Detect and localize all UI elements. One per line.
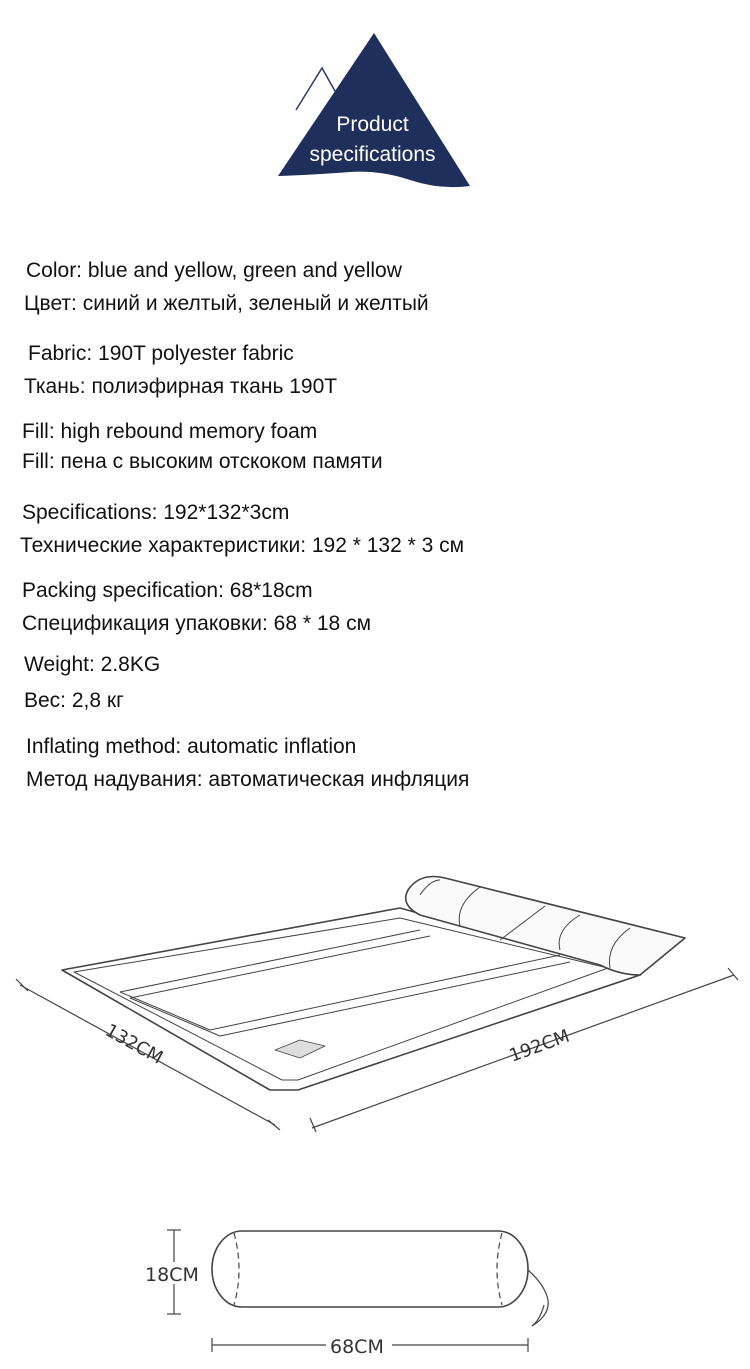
header-title	[270, 110, 475, 170]
spec-weight-ru: Вес: 2,8 кг	[24, 689, 124, 712]
spec-fill-en: Fill: high rebound memory foam	[22, 420, 318, 443]
spec-fill-ru: Fill: пена с высоким отскоком памяти	[22, 450, 383, 473]
spec-packing-ru: Спецификация упаковки: 68 * 18 см	[22, 612, 372, 635]
spec-inflate-ru: Метод надувания: автоматическая инфляция	[26, 768, 470, 791]
product-specifications-logo	[270, 30, 480, 200]
spec-fabric-en: Fabric: 190T polyester fabric	[28, 342, 294, 365]
roll-height-label: 18CM	[145, 1264, 199, 1286]
mat-width-label: 132CM	[101, 1020, 167, 1069]
roll-length-label: 68CM	[330, 1336, 384, 1358]
spec-inflate-en: Inflating method: automatic inflation	[26, 735, 357, 758]
mat-length-label: 192CM	[506, 1025, 573, 1067]
spec-packing-en: Packing specification: 68*18cm	[22, 579, 313, 602]
spec-color-ru: Цвет: синий и желтый, зеленый и желтый	[24, 292, 429, 315]
header-title-line2: specifications	[309, 143, 436, 166]
header-title-line1: Product	[336, 113, 409, 136]
spec-size-ru: Технические характеристики: 192 * 132 * 3 см	[20, 534, 465, 557]
spec-fabric-ru: Ткань: полиэфирная ткань 190T	[24, 375, 338, 398]
rolled-mat-diagram	[140, 1215, 620, 1369]
spec-size-en: Specifications: 192*132*3cm	[22, 501, 290, 524]
spec-weight-en: Weight: 2.8KG	[24, 653, 161, 676]
spec-color-en: Color: blue and yellow, green and yellow	[26, 259, 402, 282]
mat-dimension-diagram	[0, 860, 750, 1140]
